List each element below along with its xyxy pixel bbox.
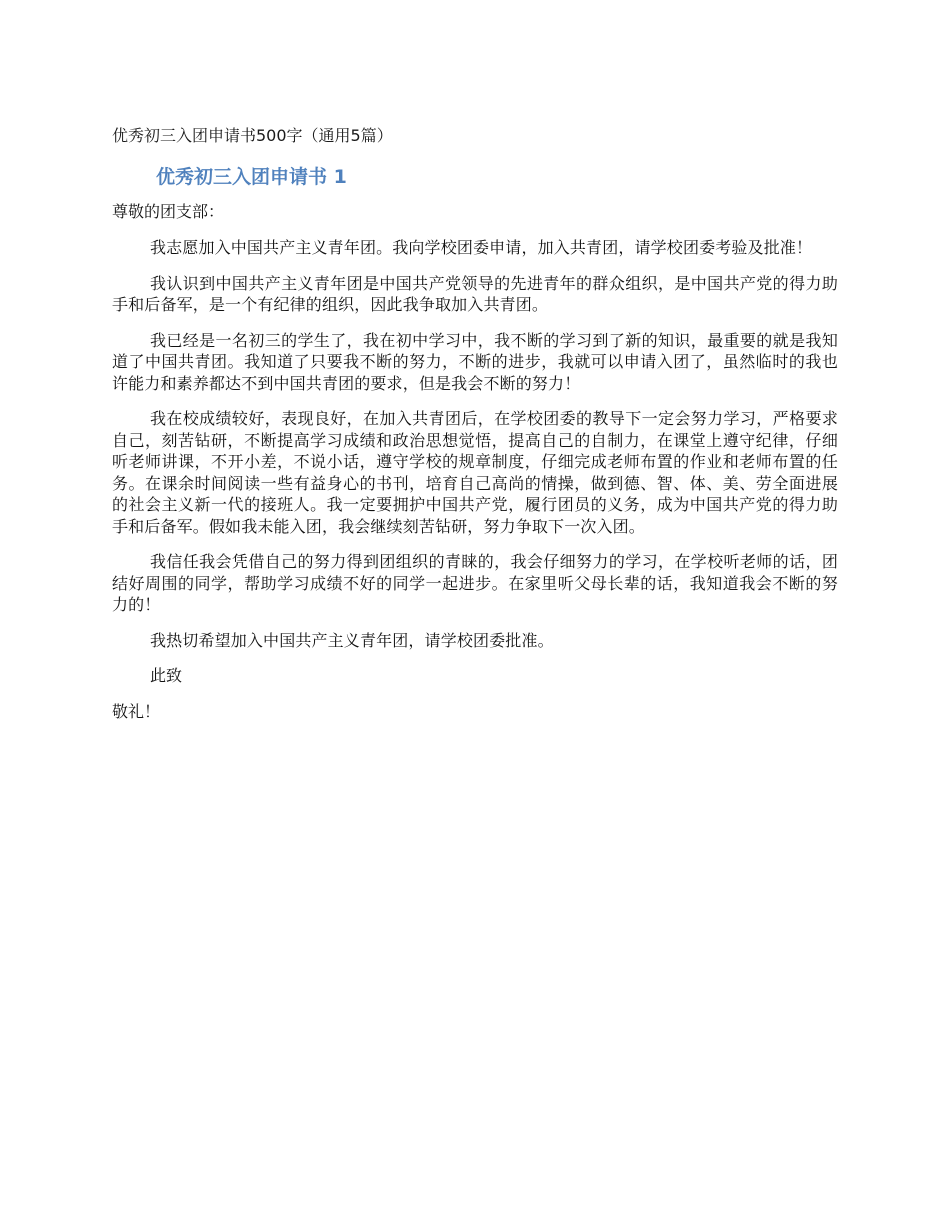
section-heading: 优秀初三入团申请书 1: [156, 166, 347, 188]
closing-regards: 敬礼！: [112, 702, 161, 721]
document-title: 优秀初三入团申请书500字（通用5篇）: [112, 126, 393, 145]
paragraph-5: 我信任我会凭借自己的努力得到团组织的青睐的，我会仔细努力的学习，在学校听老师的话，团结好周围的同学，帮助学习成绩不好的同学一起进步。在家里听父母长辈的话，我知道我会不断的努力的！: [112, 552, 838, 614]
paragraph-3: 我已经是一名初三的学生了，我在初中学习中，我不断的学习到了新的知识，最重要的就是我知道了中国共青团。我知道了只要我不断的努力，不断的进步，我就可以申请入团了，虽然临时的我也许能力和素养都达不到中国共青团的要求，但是我会不断的努力！: [112, 330, 838, 393]
closing-salute: 此致: [150, 666, 183, 685]
paragraph-4: 我在校成绩较好，表现良好，在加入共青团后，在学校团委的教导下一定会努力学习，严格要求自己，刻苦钻研，不断提高学习成绩和政治思想觉悟，提高自己的自制力，在课堂上遵守纪律，仔细听老师讲课，不开小差，不说小话，遵守学校的规章制度，仔细完成老师布置的作业和老师布置的任务。在课余时间阅读一些有益身心的书刊，培育自己高尚的情操，做到德、智、体、美、劳全面进展的社会主义新一代的接班人。我一定要拥护中国共产党，履行团员的义务，成为中国共产党的得力助手和后备军。假如我未能入团，我会继续刻苦钻研，努力争取下一次入团。: [112, 409, 838, 536]
paragraph-1: 我志愿加入中国共产主义青年团。我向学校团委申请，加入共青团，请学校团委考验及批准！: [150, 238, 813, 257]
salutation: 尊敬的团支部：: [112, 202, 225, 221]
paragraph-6: 我热切希望加入中国共产主义青年团，请学校团委批准。: [150, 630, 554, 650]
paragraph-2: 我认识到中国共产主义青年团是中国共产党领导的先进青年的群众组织，是中国共产党的得力助手和后备军，是一个有纪律的组织，因此我争取加入共青团。: [112, 273, 838, 314]
